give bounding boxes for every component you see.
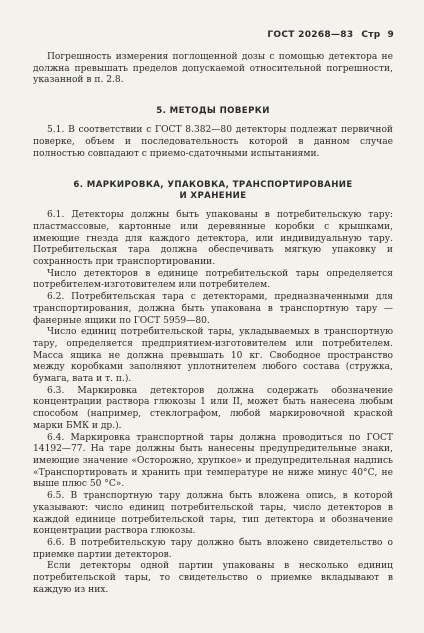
paragraph-6-3: 6.3. Маркировка детекторов должна содержать обозначение концентрации раствора глюкозы 1 или II, может быть нанесена любым способом (например, стеклографом, любой маркировочной краской марки БМК и др.). (33, 385, 393, 431)
page-number: 9 (387, 30, 394, 40)
intro-paragraph: Погрешность измерения поглощенной дозы с помощью детектора не должна превышать пределов допускаемой относительной погрешности, указанной в п. 2.8. (33, 52, 393, 86)
section-6-title (33, 180, 393, 202)
page-header (267, 30, 394, 40)
paragraph-6-5: 6.5. В транспортную тару должна быть вложена опись, в которой указывают: число единиц потребительской тары, число детекторов в каждой единице потребительской тары, тип детектора и обозначение концентрации раствора глюкозы. (33, 491, 393, 537)
paragraph-5-1: 5.1. В соответствии с ГОСТ 8.382—80 детекторы подлежат первичной поверке, объем и последовательность которой в данном случае полностью совпадают с приемо-сдаточными испытаниями. (33, 125, 393, 159)
standard-number: ГОСТ 20268—83 (267, 30, 354, 40)
page-label: Стр (361, 30, 381, 40)
section-5-title: 5. МЕТОДЫ ПОВЕРКИ (156, 106, 270, 117)
paragraph-6-2: 6.2. Потребительская тара с детекторами, предназначенными для транспортирования, должна быть упакована в транспортную тару — фанерные ящики по ГОСТ 5959—80. (33, 292, 393, 326)
paragraph-6-1-note: Число детекторов в единице потребительской тары определяется потребителем-изготовителем или потребителем. (33, 268, 393, 291)
paragraph-6-2-note: Число единиц потребительской тары, укладываемых в транспортную тару, определяется предприятием-изготовителем или потребителем. Масса ящика не должна превышать 10 кг. Свободное пространство между коробками заполняют уплотнителем любого состава (стружка, бумага, вата и т. п.). (33, 327, 393, 385)
paragraph-6-6-note: Если детекторы одной партии упакованы в несколько единиц потребительской тары, то свидетельство о приемке вкладывают в каждую из них. (33, 561, 393, 595)
section-6-title-line2: И ХРАНЕНИЕ (179, 191, 247, 202)
section-6-title-line1: 6. МАРКИРОВКА, УПАКОВКА, ТРАНСПОРТИРОВАНИЕ (73, 180, 353, 191)
paragraph-6-4: 6.4. Маркировка транспортной тары должна проводиться по ГОСТ 14192—77. На таре должны быть нанесены предупредительные знаки, имеющие значение «Осторожно, хрупкое» и предупредительная надпись «Транспортировать и хранить при температуре не ниже минус 40°С, не выше плюс 50 °С». (33, 432, 393, 490)
document-body (33, 52, 393, 596)
paragraph-6-6: 6.6. В потребительскую тару должно быть вложено свидетельство о приемке партии детекторов. (33, 537, 393, 560)
paragraph-6-1: 6.1. Детекторы должны быть упакованы в потребительскую тару: пластмассовые, картонные или деревянные коробки с крышками, имеющие гнезда для каждого детектора, или индивидуальную тару. Потребительская тара должна обеспечивать мягкую упаковку и сохранность при транспортировании. (33, 210, 393, 268)
